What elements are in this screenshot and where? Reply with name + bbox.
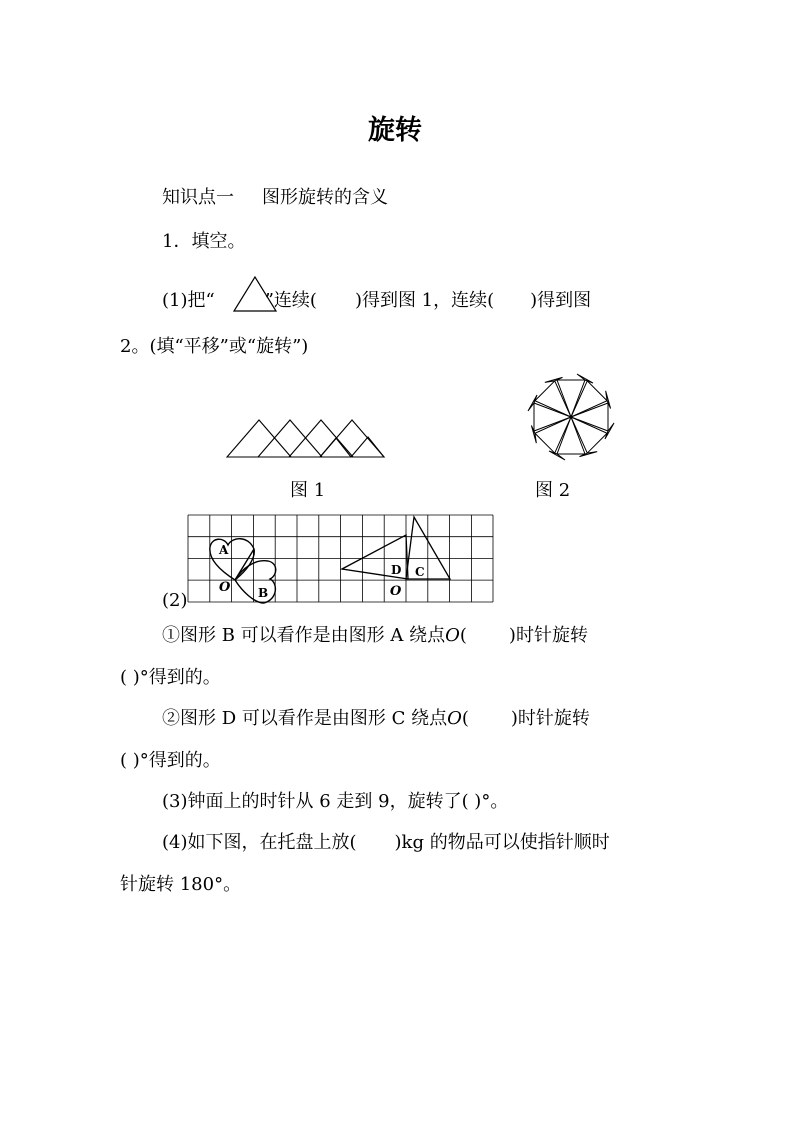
section-topic: 图形旋转的含义 [262,187,388,208]
item1-prefix: ①图形 B 可以看作是由图形 A 绕点 [162,625,446,646]
triangle-shape-icon [232,275,278,313]
q1-1-mid1: )得到图 1，连续( [354,290,495,311]
question-1-2-item1-line1 [162,625,588,647]
grid-label-C: C [415,565,425,579]
question-1-2-item2-line1 [162,708,590,730]
question-1-4-line2: 针旋转 180°。 [120,874,242,895]
question-1-heading: 1．填空。 [162,231,246,252]
question-1-2-item2-line2: ( )°得到的。 [120,750,221,771]
grid-label-O-right: O [390,584,402,599]
question-1-2-item1-line2: ( )°得到的。 [120,667,221,688]
figure-1-caption: 图 1 [290,480,326,501]
question-1-3: (3)钟面上的时针从 6 走到 9，旋转了( )°。 [162,791,509,812]
question-1-4-line1 [162,832,610,854]
item2-prefix: ②图形 D 可以看作是由图形 C 绕点 [162,708,448,729]
item1-end: )时针旋转 [508,625,588,646]
item2-point-O: O [447,708,462,729]
item1-open-paren: ( [459,625,467,646]
item1-point-O: O [445,625,460,646]
q1-1-prefix: (1)把“ [162,290,215,311]
section-label: 知识点一 [162,187,234,208]
grid-label-O-left: O [219,580,231,595]
section-heading [162,187,388,209]
question-1-2-label: (2) [162,590,188,611]
item2-end: )时针旋转 [510,708,590,729]
q1-4-part-a: (4)如下图，在托盘上放( [162,832,357,853]
q1-4-part-b: )kg 的物品可以使指针顺时 [394,832,610,853]
grid-label-A: A [219,543,229,557]
question-1-1-line2: 2。(填“平移”或“旋转”) [120,336,309,357]
figure-1-translated-triangles [227,420,387,460]
figure-2-rotated-triangles [526,372,616,462]
item2-open-paren: ( [461,708,469,729]
rotation-grid-figure [188,515,494,603]
page-title: 旋转 [368,115,422,146]
figure-2-caption: 图 2 [535,480,571,501]
question-1-1-line1 [162,290,591,312]
grid-label-B: B [258,586,269,600]
grid-label-D: D [391,563,402,577]
q1-1-after-shape: ”连续( [264,290,317,311]
q1-1-mid2: )得到图 [530,290,592,311]
